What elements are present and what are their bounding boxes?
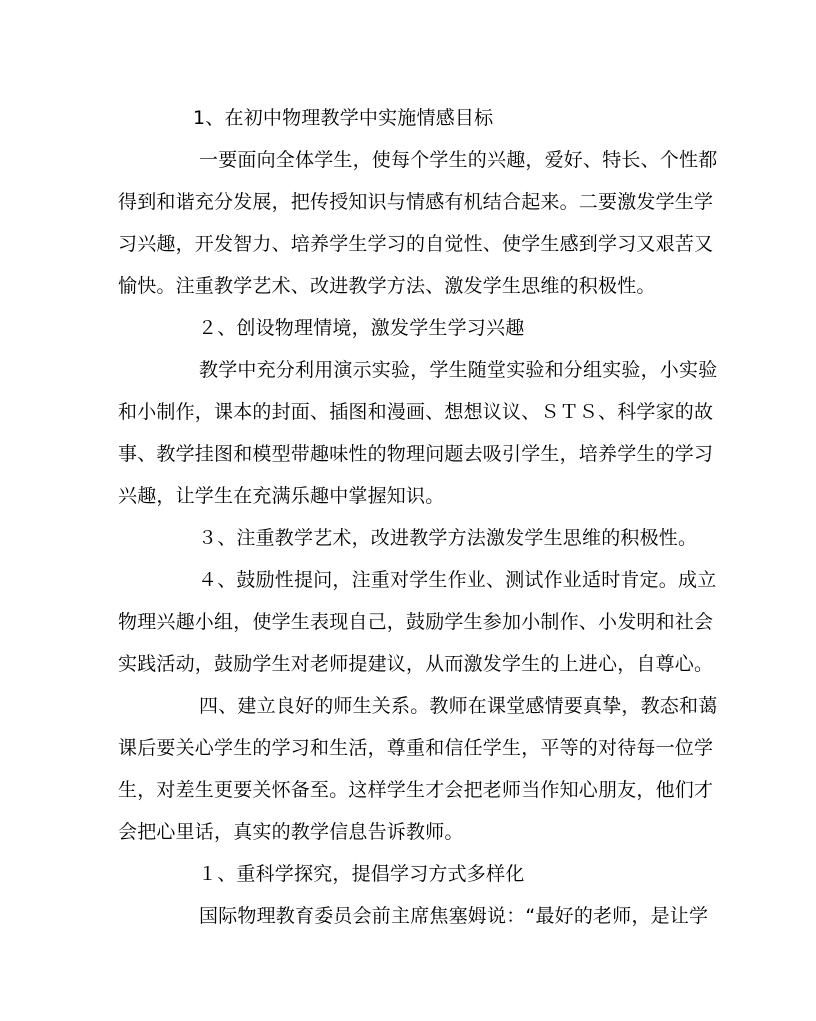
paragraph-line: 课后要关心学生的学习和生活，尊重和信任学生，平等的对待每一位学 [118,737,714,759]
paragraph-line: 国际物理教育委员会前主席焦塞姆说：“最好的老师，是让学 [199,905,709,927]
heading-2: ２、创设物理情境，激发学生学习兴趣 [198,317,525,339]
paragraph-line: ４、鼓励性提问，注重对学生作业、测试作业适时肯定。成立 [198,569,717,591]
heading-4: １、重科学探究，提倡学习方式多样化 [198,863,525,885]
paragraph-line: 习兴趣，开发智力、培养学生学习的自觉性、使学生感到学习又艰苦又 [118,233,714,255]
paragraph-line: 教学中充分利用演示实验，学生随堂实验和分组实验，小实验 [199,359,718,381]
paragraph-line: 得到和谐充分发展，把传授知识与情感有机结合起来。二要激发学生学 [118,191,714,213]
paragraph-line: 四、建立良好的师生关系。教师在课堂感情要真挚，教态和蔼 [199,695,718,717]
paragraph-line: 事、教学挂图和模型带趣味性的物理问题去吸引学生，培养学生的学习 [118,443,714,465]
paragraph-line: 一要面向全体学生，使每个学生的兴趣，爱好、特长、个性都 [199,149,718,171]
paragraph-line: 实践活动，鼓励学生对老师提建议，从而激发学生的上进心，自尊心。 [118,653,714,675]
paragraph-line: 生，对差生更要关怀备至。这样学生才会把老师当作知心朋友，他们才 [118,779,714,801]
paragraph-line: 愉快。注重教学艺术、改进教学方法、激发学生思维的积极性。 [118,275,656,297]
paragraph-line: 兴趣，让学生在充满乐趣中掌握知识。 [118,485,445,507]
heading-3: ３、注重教学艺术，改进教学方法激发学生思维的积极性。 [198,527,698,549]
paragraph-line: 和小制作，课本的封面、插图和漫画、想想议议、ＳＴＳ、科学家的故 [118,401,714,423]
paragraph-line: 会把心里话，真实的教学信息告诉教师。 [118,821,464,843]
heading-1: 1、在初中物理教学中实施情感目标 [193,107,494,129]
paragraph-line: 物理兴趣小组，使学生表现自己，鼓励学生参加小制作、小发明和社会 [118,611,714,633]
